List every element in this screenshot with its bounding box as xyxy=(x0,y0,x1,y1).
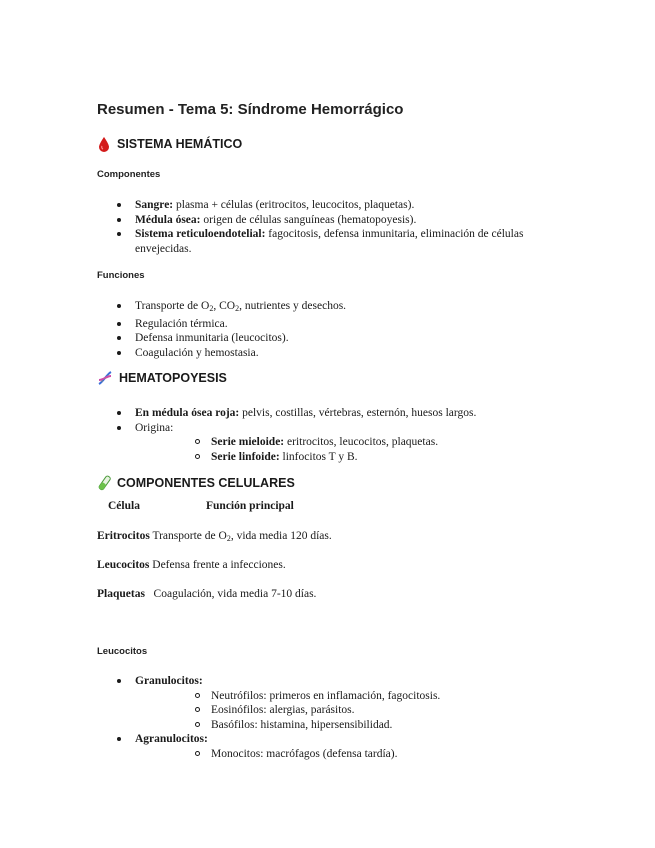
list-item: Neutrófilos: primeros en inflamación, fagocitosis. xyxy=(173,689,557,704)
leucocitos-list xyxy=(97,674,557,762)
table-row: Plaquetas Coagulación, vida media 7-10 días. xyxy=(97,588,317,600)
list-item: Granulocitos: Neutrófilos: primeros en inflamación, fagocitosis. Eosinófilos: alergias, parásitos. Basófilos: histamina, hipersensibilidad. xyxy=(97,674,557,732)
list-item: Sangre: plasma + células (eritrocitos, leucocitos, plaquetas). xyxy=(97,198,537,213)
hematopoyesis-list xyxy=(97,406,557,464)
componentes-list xyxy=(97,198,537,256)
list-item: Coagulación y hemostasia. xyxy=(97,346,537,361)
list-item: Agranulocitos: Monocitos: macrófagos (defensa tardía). xyxy=(97,732,557,761)
list-item: En médula ósea roja: pelvis, costillas, vértebras, esternón, huesos largos. xyxy=(97,406,557,421)
componentes-label: Componentes xyxy=(97,169,161,180)
agranulocitos-list xyxy=(173,747,557,762)
page-title: Resumen - Tema 5: Síndrome Hemorrágico xyxy=(97,101,404,118)
list-item: Médula ósea: origen de células sanguíneas (hematopoyesis). xyxy=(97,213,537,228)
list-item: Transporte de O2, CO2, nutrientes y desechos. xyxy=(97,299,537,317)
list-item: Basófilos: histamina, hipersensibilidad. xyxy=(173,718,557,733)
list-item: Regulación térmica. xyxy=(97,317,537,332)
section-componentes-celulares-heading: COMPONENTES CELULARES xyxy=(97,475,295,491)
column-header-function: Función principal xyxy=(206,500,294,512)
leucocitos-label: Leucocitos xyxy=(97,646,148,657)
list-item: Defensa inmunitaria (leucocitos). xyxy=(97,331,537,346)
list-item: Origina: Serie mieloide: eritrocitos, leucocitos, plaquetas. Serie linfoide: linfocitos T y B. xyxy=(97,421,557,465)
origina-list xyxy=(173,435,557,464)
list-item: Monocitos: macrófagos (defensa tardía). xyxy=(173,747,557,762)
table-row: Eritrocitos Transporte de O2, vida media 120 días. xyxy=(97,530,332,543)
dna-icon xyxy=(97,370,113,386)
column-header-cell: Célula xyxy=(108,500,140,512)
test-tube-icon xyxy=(97,475,111,491)
section-hematico-heading: SISTEMA HEMÁTICO xyxy=(97,136,242,152)
table-row: Leucocitos Defensa frente a infecciones. xyxy=(97,559,286,571)
section-hematopoyesis-heading: HEMATOPOYESIS xyxy=(97,370,227,386)
list-item: Serie mieloide: eritrocitos, leucocitos, plaquetas. xyxy=(173,435,557,450)
funciones-label: Funciones xyxy=(97,270,145,281)
blood-drop-icon xyxy=(97,136,111,152)
funciones-list xyxy=(97,299,537,360)
list-item: Eosinófilos: alergias, parásitos. xyxy=(173,703,557,718)
granulocitos-list xyxy=(173,689,557,733)
list-item: Sistema reticuloendotelial: fagocitosis, defensa inmunitaria, eliminación de células envejecidas. xyxy=(97,227,537,256)
list-item: Serie linfoide: linfocitos T y B. xyxy=(173,450,557,465)
